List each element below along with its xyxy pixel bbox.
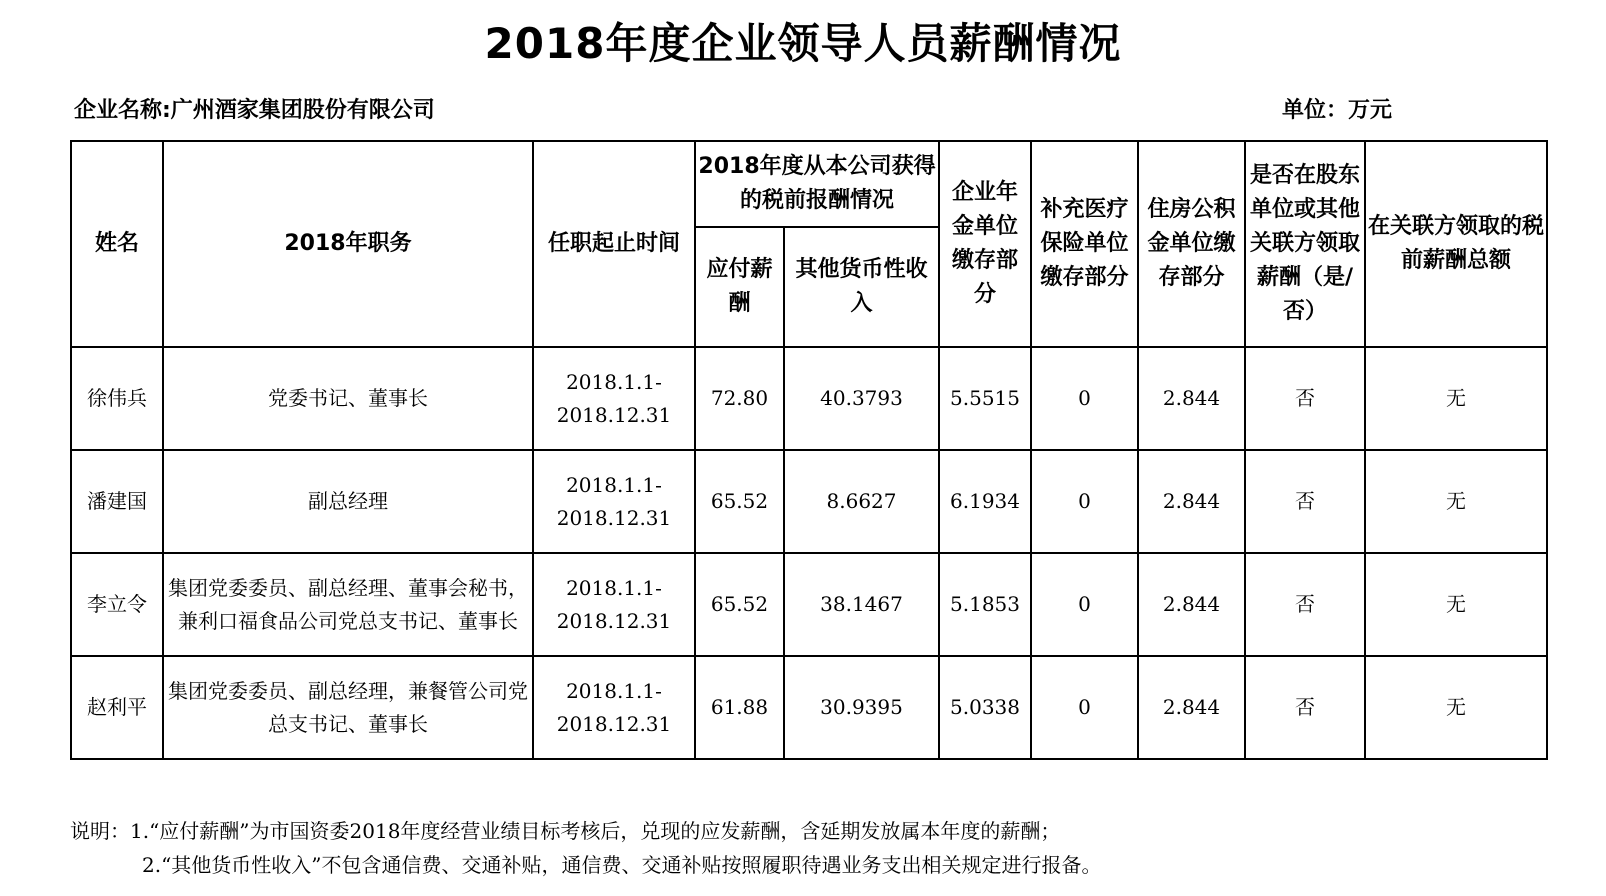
cell-payable: 65.52 bbox=[695, 553, 784, 656]
cell-position: 副总经理 bbox=[163, 450, 533, 553]
page-title: 2018年度企业领导人员薪酬情况 bbox=[484, 19, 1122, 68]
cell-related-yn: 否 bbox=[1245, 347, 1365, 450]
cell-payable: 65.52 bbox=[695, 450, 784, 553]
cell-related-yn: 否 bbox=[1245, 450, 1365, 553]
header-related-yn: 是否在股东单位或其他关联方领取薪酬（是/否） bbox=[1245, 141, 1365, 347]
cell-payable: 72.80 bbox=[695, 347, 784, 450]
cell-position: 集团党委委员、副总经理、董事会秘书，兼利口福食品公司党总支书记、董事长 bbox=[163, 553, 533, 656]
table-row bbox=[71, 347, 1547, 450]
notes bbox=[70, 814, 1102, 882]
header-medical: 补充医疗保险单位缴存部分 bbox=[1031, 141, 1138, 347]
cell-term bbox=[533, 347, 695, 450]
term-end: 2018.12.31 bbox=[556, 505, 672, 530]
cell-other-income: 38.1467 bbox=[784, 553, 939, 656]
cell-related-total: 无 bbox=[1365, 656, 1547, 759]
table-row bbox=[71, 450, 1547, 553]
cell-name: 李立令 bbox=[71, 553, 163, 656]
cell-term bbox=[533, 656, 695, 759]
term-start: 2018.1.1- bbox=[566, 575, 662, 600]
cell-medical: 0 bbox=[1031, 347, 1138, 450]
cell-payable: 61.88 bbox=[695, 656, 784, 759]
cell-position: 党委书记、董事长 bbox=[163, 347, 533, 450]
cell-other-income: 40.3793 bbox=[784, 347, 939, 450]
cell-name: 潘建国 bbox=[71, 450, 163, 553]
header-position: 2018年职务 bbox=[163, 141, 533, 347]
cell-annuity: 5.0338 bbox=[939, 656, 1031, 759]
cell-term bbox=[533, 450, 695, 553]
table-body bbox=[71, 347, 1547, 759]
term-start: 2018.1.1- bbox=[566, 369, 662, 394]
cell-related-total: 无 bbox=[1365, 450, 1547, 553]
company-name: 企业名称:广州酒家集团股份有限公司 bbox=[74, 98, 435, 123]
cell-related-total: 无 bbox=[1365, 347, 1547, 450]
table-header bbox=[71, 141, 1547, 347]
cell-related-total: 无 bbox=[1365, 553, 1547, 656]
term-start: 2018.1.1- bbox=[566, 472, 662, 497]
cell-housing: 2.844 bbox=[1138, 347, 1245, 450]
cell-term bbox=[533, 553, 695, 656]
salary-table bbox=[70, 140, 1548, 760]
cell-medical: 0 bbox=[1031, 450, 1138, 553]
cell-housing: 2.844 bbox=[1138, 450, 1245, 553]
cell-housing: 2.844 bbox=[1138, 656, 1245, 759]
term-end: 2018.12.31 bbox=[556, 608, 672, 633]
cell-name: 赵利平 bbox=[71, 656, 163, 759]
cell-name: 徐伟兵 bbox=[71, 347, 163, 450]
term-start: 2018.1.1- bbox=[566, 678, 662, 703]
header-other-income: 其他货币性收入 bbox=[784, 227, 939, 347]
cell-annuity: 6.1934 bbox=[939, 450, 1031, 553]
unit-label: 单位：万元 bbox=[1282, 98, 1393, 123]
cell-position: 集团党委委员、副总经理，兼餐管公司党总支书记、董事长 bbox=[163, 656, 533, 759]
note-2: 2.“其他货币性收入”不包含通信费、交通补贴，通信费、交通补贴按照履职待遇业务支出相关规定进行报备。 bbox=[142, 853, 1102, 877]
cell-related-yn: 否 bbox=[1245, 656, 1365, 759]
header-housing: 住房公积金单位缴存部分 bbox=[1138, 141, 1245, 347]
term-end: 2018.12.31 bbox=[556, 402, 672, 427]
table-row bbox=[71, 553, 1547, 656]
header-related-total: 在关联方领取的税前薪酬总额 bbox=[1365, 141, 1547, 347]
header-name: 姓名 bbox=[71, 141, 163, 347]
header-annuity: 企业年金单位缴存部分 bbox=[939, 141, 1031, 347]
table-row bbox=[71, 656, 1547, 759]
note-1: 说明：1.“应付薪酬”为市国资委2018年度经营业绩目标考核后，兑现的应发薪酬，含延期发放属本年度的薪酬； bbox=[70, 819, 1061, 843]
cell-related-yn: 否 bbox=[1245, 553, 1365, 656]
term-end: 2018.12.31 bbox=[556, 711, 672, 736]
cell-medical: 0 bbox=[1031, 656, 1138, 759]
header-term: 任职起止时间 bbox=[533, 141, 695, 347]
cell-medical: 0 bbox=[1031, 553, 1138, 656]
cell-annuity: 5.5515 bbox=[939, 347, 1031, 450]
cell-other-income: 30.9395 bbox=[784, 656, 939, 759]
header-pretax-group: 2018年度从本公司获得的税前报酬情况 bbox=[695, 141, 939, 227]
header-payable: 应付薪酬 bbox=[695, 227, 784, 347]
cell-housing: 2.844 bbox=[1138, 553, 1245, 656]
cell-other-income: 8.6627 bbox=[784, 450, 939, 553]
cell-annuity: 5.1853 bbox=[939, 553, 1031, 656]
